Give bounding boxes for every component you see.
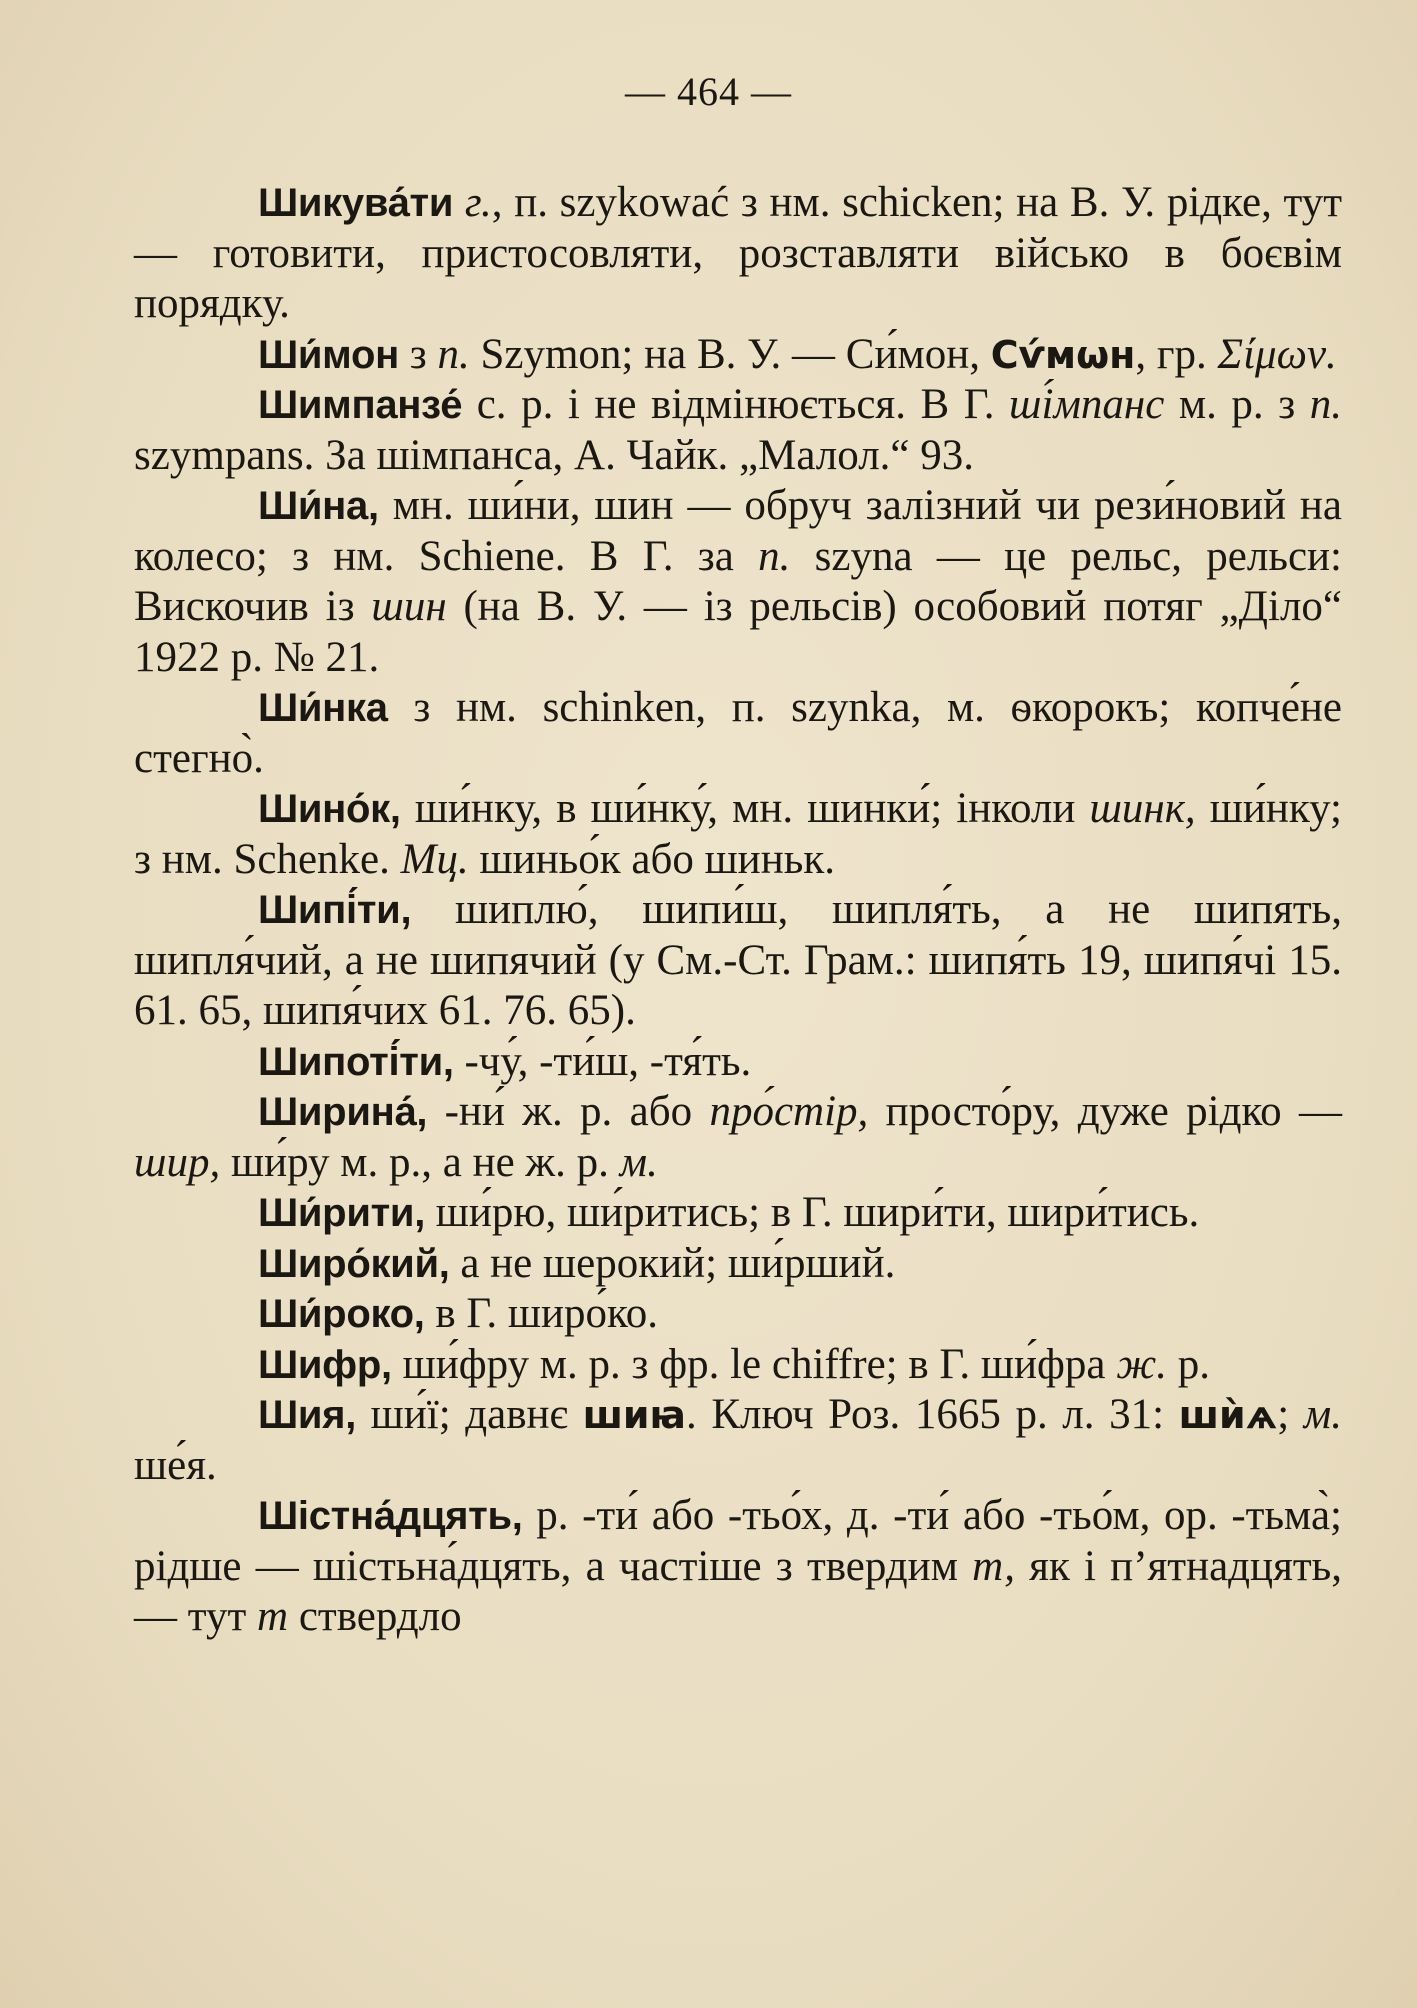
entry-text: р. -ти́ або -тьо́х, д. -ти́ або -тьо́м, ор. -тьма̀; рідше — шістьна́дцять, а частіше з твердим [134, 1492, 1342, 1590]
entry-text: з [398, 330, 438, 378]
dictionary-entry [134, 1188, 1342, 1239]
dictionary-entry [134, 1037, 1342, 1088]
dictionary-entry [134, 1491, 1342, 1643]
entry-text: ши́ру м. р., а не ж. р. [220, 1138, 620, 1186]
page-number: — 464 — [625, 69, 792, 114]
old-script-word: шѝѧ [1178, 1393, 1278, 1437]
dictionary-entry [134, 330, 1342, 381]
entry-text: ствердло [288, 1593, 462, 1640]
headword: Ши́на, [258, 484, 379, 528]
entry-text: . Ключ Роз. 1665 р. л. 31: [685, 1391, 1179, 1438]
old-script-word: Сѵ́мѡн [990, 332, 1136, 377]
entry-italic: п. [437, 330, 470, 378]
entry-text: Szymon; на В. У. — Си́мон, [469, 330, 991, 378]
headword: Шістна́дцять, [258, 1494, 523, 1538]
dictionary-entry [134, 178, 1342, 330]
dictionary-entry [134, 1087, 1342, 1188]
headword: Шипоті́ти, [258, 1039, 454, 1084]
dictionary-entry [134, 1289, 1342, 1340]
entry-italic: п. [758, 532, 791, 580]
entry-text: , п. szykować з нм. schicken; на В. У. рідке, тут — готовити, пристосовляти, розставляти військо в боєвім порядку. [134, 179, 1343, 327]
headword: Шипі́ти, [258, 888, 412, 932]
entry-text: шиплю́, шипи́ш, шипля́ть, а не шипять, шипля́чий, а не шипячий (у См.-Ст. Грам.: шипя́ть 19, шипя́чі 15. 61. 65, шипя́чих 61. 76. 65). [134, 886, 1342, 1034]
entry-text: в Г. широ́ко. [424, 1290, 658, 1337]
entry-italic: г. [464, 179, 492, 226]
headword: Ши́рити, [258, 1191, 426, 1235]
dictionary-entry [134, 481, 1342, 683]
entry-text: а не шерокий; ши́рший. [449, 1239, 896, 1287]
headword: Ши́мон [258, 332, 399, 377]
dictionary-entry [134, 1340, 1342, 1391]
entry-italic: шир, [134, 1138, 221, 1186]
entry-text: -ни́ ж. р. або [427, 1088, 710, 1135]
headword: Ширина́, [258, 1090, 428, 1134]
entry-italic: про́стір, [709, 1088, 869, 1135]
dictionary-entry [134, 683, 1342, 784]
entry-text: szympans. За шімпанса, А. Чайк. „Малол.“ 93. [134, 431, 974, 479]
dictionary-entry [134, 784, 1342, 885]
old-script-word: шиꙗ [582, 1393, 686, 1437]
headword: Шифр, [258, 1342, 392, 1387]
entry-italic: шинк, [1089, 785, 1196, 832]
entry-text: -чу́, -ти́ш, -тя́ть. [453, 1037, 752, 1085]
headword: Шикува́ти [258, 181, 454, 225]
entry-text: ше́я. [134, 1441, 217, 1489]
entry-text: м. р. з [1164, 381, 1310, 428]
entry-italic: м. [619, 1138, 658, 1186]
dictionary-entry [134, 885, 1342, 1037]
entry-text: ши́рю, ши́ритись; в Г. шири́ти, шири́тись. [425, 1189, 1200, 1236]
headword: Ши́роко, [258, 1292, 425, 1336]
dictionary-entry [134, 1390, 1342, 1491]
entry-text: шиньо́к або шиньк. [468, 835, 835, 883]
headword: Шино́к, [258, 787, 401, 831]
entry-italic: Σίμων. [1217, 330, 1337, 378]
entry-italic: ші́мпанс [1009, 381, 1165, 428]
entry-text: ши́фру м. р. з фр. le chiffre; в Г. ши́фра [391, 1340, 1117, 1388]
entry-text: просто́ру, дуже рідко — [868, 1088, 1343, 1135]
entry-text: , гр. [1135, 330, 1218, 378]
headword: Шия, [258, 1393, 357, 1437]
entry-text: ; [1277, 1391, 1304, 1438]
entry-italic: п. [1309, 381, 1342, 428]
entry-italic: ж. [1116, 1340, 1167, 1388]
entry-text [453, 179, 465, 226]
entry-text: ши́нку; з нм. Schenke. [134, 785, 1343, 883]
entry-italic: шин [371, 583, 447, 630]
entry-text: с. р. і не відмінюється. В Г. [462, 381, 1010, 428]
dictionary-entry [134, 1239, 1342, 1290]
dictionary-entry [134, 380, 1342, 481]
entry-text: як і п’ятнадцять, — тут [134, 1542, 1342, 1640]
dictionary-entries [134, 178, 1342, 1643]
entry-italic: т [257, 1593, 289, 1640]
entry-text: р. [1166, 1340, 1210, 1388]
headword: Ши́нка [258, 686, 388, 730]
entry-text: з нм. schinken, п. szynka, м. ѳкорокъ; копче́не стегно̀. [134, 684, 1342, 782]
entry-text: szyna — це рельс, рельси: Вискочив із [134, 532, 1342, 630]
entry-italic: Мц. [400, 835, 469, 883]
headword: Шимпанзе́ [258, 383, 463, 427]
entry-text: ши́ї; давнє [356, 1391, 583, 1438]
entry-text: мн. ши́ни, шин — обруч залізний чи рези́новий на колесо; з нм. Schiene. В Г. за [134, 482, 1342, 580]
entry-text: (на В. У. — із рельсів) особовий потяг „Діло“ 1922 р. № 21. [134, 583, 1343, 681]
entry-italic: м. [1303, 1391, 1342, 1438]
entry-text: ши́нку, в ши́нку́, мн. шинки́; інколи [400, 785, 1090, 832]
entry-italic: т, [972, 1542, 1015, 1590]
headword: Широ́кий, [258, 1241, 450, 1286]
